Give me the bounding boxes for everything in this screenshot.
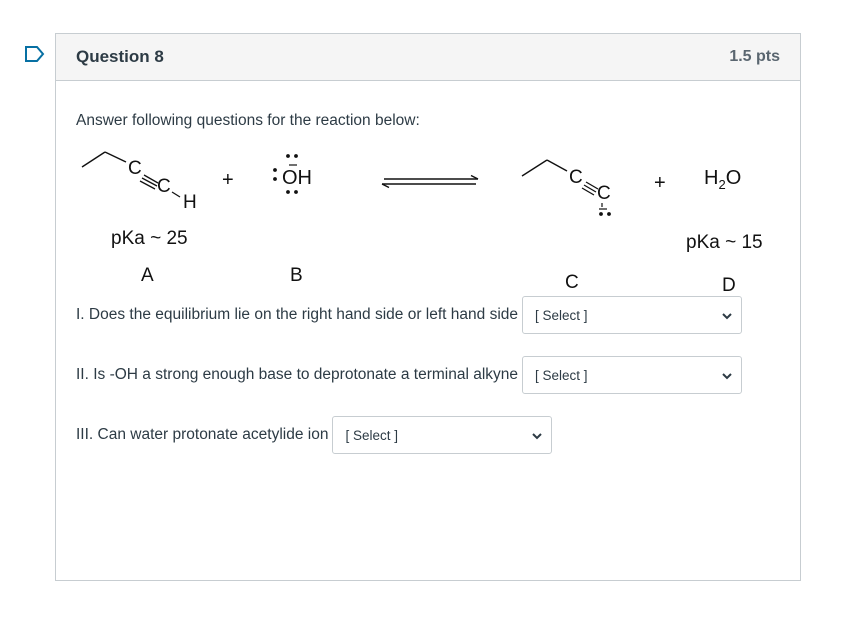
compound-b-structure xyxy=(273,154,312,194)
question-row-2 xyxy=(76,356,742,394)
water-formula xyxy=(704,167,741,192)
compound-c-atom-c2: C xyxy=(597,183,611,204)
water-formula-o: O xyxy=(725,167,742,189)
question-1-text: I. Does the equilibrium lie on the right hand side or left hand side xyxy=(76,306,519,323)
compound-a-atom-c2: C xyxy=(157,176,171,197)
answer-select-1[interactable] xyxy=(522,296,742,334)
answer-select-2-value: [ Select ] xyxy=(535,367,588,383)
bookmark-flag-icon[interactable] xyxy=(24,45,46,63)
question-row-1 xyxy=(76,296,742,334)
question-2-text: II. Is -OH a strong enough base to deprotonate a terminal alkyne xyxy=(76,366,519,383)
equilibrium-arrow xyxy=(382,176,478,188)
question-3-text: III. Can water protonate acetylide ion xyxy=(76,426,329,443)
compound-a-atom-h: H xyxy=(183,192,197,213)
answer-select-3[interactable] xyxy=(332,416,552,454)
compound-a-atom-c1: C xyxy=(128,158,142,179)
compound-a-structure xyxy=(82,152,197,213)
question-points: 1.5 pts xyxy=(729,48,780,65)
chevron-down-icon xyxy=(721,310,733,322)
water-formula-sub: 2 xyxy=(718,177,726,192)
question-title: Question 8 xyxy=(76,47,164,66)
compound-a-pka: pKa ~ 25 xyxy=(111,228,188,249)
plus-sign-2: + xyxy=(654,172,666,194)
chevron-down-icon xyxy=(721,370,733,382)
question-card xyxy=(55,33,801,581)
compound-c-atom-c1: C xyxy=(569,167,583,188)
compound-c-structure xyxy=(522,160,611,216)
compound-a-label: A xyxy=(141,265,154,286)
hydroxide-formula: OH xyxy=(282,167,312,189)
compound-d-label: D xyxy=(722,275,736,296)
chevron-down-icon xyxy=(531,430,543,442)
water-formula-h: H xyxy=(704,167,719,189)
answer-select-3-value: [ Select ] xyxy=(345,427,398,443)
answer-select-2[interactable] xyxy=(522,356,742,394)
plus-sign-1: + xyxy=(222,169,234,191)
answer-select-1-value: [ Select ] xyxy=(535,307,588,323)
compound-b-label: B xyxy=(290,265,303,286)
question-row-3 xyxy=(76,416,552,454)
question-prompt: Answer following questions for the reaction below: xyxy=(76,112,420,129)
compound-c-label: C xyxy=(565,272,579,293)
compound-d-pka: pKa ~ 15 xyxy=(686,232,763,253)
